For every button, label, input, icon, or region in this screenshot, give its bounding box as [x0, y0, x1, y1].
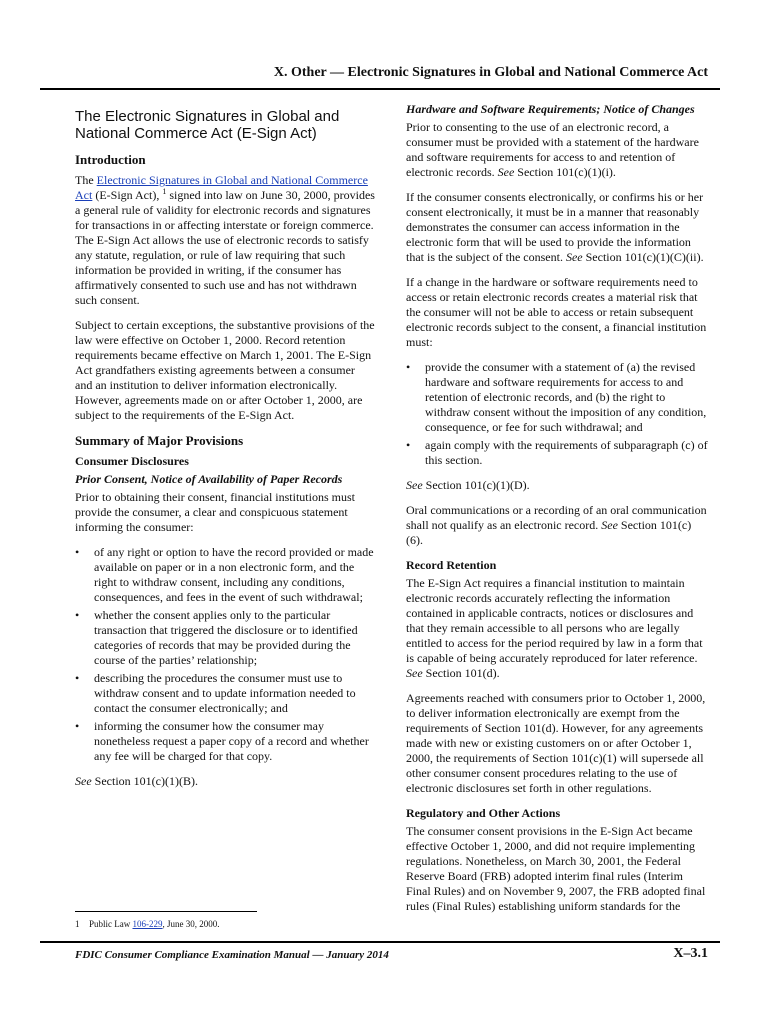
- section-ref: Section 101(c)(6).: [406, 518, 692, 547]
- list-item: • again comply with the requirements of subparagraph (c) of this section.: [406, 438, 708, 468]
- paragraph-text: If the consumer consents electronically, or confirms his or her consent electronically, it must be in a manner that reasonably demonstrates the consumer can access information in the electronic form that will be used to provide the information that is the subject of the consent.: [406, 190, 704, 264]
- oral-communications-paragraph: [406, 503, 708, 548]
- intro-text-post: signed into law on June 30, 2000, provides a general rule of validity for electronic records and signatures for transactions in or affecting interstate or foreign commerce. The E-Sign Act allows the use of electronic records to satisfy any statute, regulation, or rule of law requiring that such information be provided in writing, if the consumer has affirmatively consented to such use and has not withdrawn such consent.: [75, 188, 375, 307]
- agreements-paragraph: Agreements reached with consumers prior to October 1, 2000, to deliver information electronically are exempt from the requirements of Section 101(d). However, for any agreements made with new or existing customers on or after October 1, 2000, the requirements of Section 101(c)(1) will supersede all other consumer consent procedures relating to the use of electronic disclosures set forth in other regulations.: [406, 691, 706, 795]
- intro-paragraph: [75, 173, 375, 308]
- paragraph-text: The E-Sign Act requires a financial institution to maintain electronic records accurately reflecting the information contained in applicable contracts, notices or disclosures and that they remain accessible to all persons who are legally entitled to access for the period required by law in a form that is capable of being accurately reproduced for later reference.: [406, 576, 703, 665]
- section-ref: Section 101(c)(1)(C)(ii).: [582, 250, 704, 264]
- footer-manual-title: FDIC Consumer Compliance Examination Manual — January 2014: [75, 949, 389, 961]
- see-reference: [406, 478, 708, 493]
- introduction-heading: Introduction: [75, 152, 146, 167]
- section-ref: Section 101(d).: [422, 666, 500, 680]
- paragraph-text: Prior to consenting to the use of an electronic record, a consumer must be provided with a statement of the hardware and software requirements for access to and retention of electronic records.: [406, 120, 699, 179]
- see-word: See: [601, 518, 618, 532]
- see-word: See: [565, 250, 583, 264]
- article-title: The Electronic Signatures in Global and National Commerce Act (E-Sign Act): [75, 108, 340, 142]
- esign-act-link[interactable]: Electronic Signatures in Global and National Commerce Act: [75, 173, 368, 202]
- consumer-disclosures-heading: Consumer Disclosures: [75, 454, 189, 468]
- record-retention-heading: Record Retention: [406, 558, 497, 572]
- list-item: • describing the procedures the consumer must use to withdraw consent and to update information needed to contact the consumer electronically; and: [75, 671, 375, 716]
- page-header-title: X. Other — Electronic Signatures in Global and National Commerce Act: [273, 65, 708, 80]
- summary-heading: Summary of Major Provisions: [75, 433, 244, 448]
- record-retention-paragraph: [406, 576, 708, 681]
- section-ref: Section 101(c)(1)(i).: [514, 165, 616, 179]
- intro-text-mid: (E-Sign Act),: [92, 188, 163, 202]
- list-item: • whether the consent applies only to the particular transaction that triggered the disclosure or to identified categories of records that may be provided during the course of the parties’ relationship;: [75, 608, 375, 668]
- regulatory-heading: Regulatory and Other Actions: [406, 806, 561, 820]
- disclosure-list: [75, 545, 375, 764]
- regulatory-paragraph: The consumer consent provisions in the E-Sign Act became effective October 1, 2000, and did not require implementing regulations. Nonetheless, on March 30, 2001, the Federal Reserve Board (FRB) adopted interim final rules (Interim Final Rules) and on November 9, 2007, the FRB adopted final rules (Final Rules) establishing uniform standards for the: [406, 824, 706, 913]
- see-word: See: [406, 666, 423, 680]
- header-rule: [40, 88, 720, 90]
- list-item: • of any right or option to have the record provided or made available on paper or in a non electronic form, and the right to withdraw consent, including any conditions, consequences, and fees in the event of such withdrawal;: [75, 545, 375, 605]
- footnote-number: 1: [75, 919, 80, 929]
- see-word: See: [497, 165, 515, 179]
- footnote: [75, 919, 375, 930]
- footnote-text-pre: Public Law: [89, 919, 133, 929]
- prior-consent-heading: Prior Consent, Notice of Availability of Paper Records: [75, 472, 343, 486]
- prior-consent-paragraph: Prior to obtaining their consent, financial institutions must provide the consumer, a clear and conspicuous statement informing the consumer:: [75, 490, 355, 534]
- intro-text-pre: The: [75, 173, 97, 187]
- footnote-rule: [75, 911, 257, 912]
- section-ref: Section 101(c)(1)(B).: [91, 774, 198, 788]
- footnote-ref[interactable]: 1: [162, 187, 167, 196]
- footnote-text-post: , June 30, 2000.: [162, 919, 220, 929]
- see-word: See: [406, 478, 423, 492]
- list-item: • provide the consumer with a statement of (a) the revised hardware and software requirements for access to and retention of electronic records, and (b) the right to withdraw consent without the imposition of any condition, consequence, or fee for such withdrawal; and: [406, 360, 708, 435]
- left-column: [75, 102, 375, 799]
- footer-rule: [40, 941, 720, 943]
- paragraph-text: Oral communications or a recording of an oral communication shall not qualify as an electronic record.: [406, 503, 707, 532]
- hardware-software-heading: Hardware and Software Requirements; Notice of Changes: [406, 102, 695, 116]
- hardware-paragraph-2: [406, 190, 708, 265]
- section-ref: Section 101(c)(1)(D).: [422, 478, 530, 492]
- public-law-link[interactable]: 106-229: [132, 919, 163, 929]
- list-item: • informing the consumer how the consumer may nonetheless request a paper copy of a record and whether any fee will be charged for that copy.: [75, 719, 375, 764]
- change-requirements-list: [406, 360, 708, 468]
- see-word: See: [75, 774, 92, 788]
- hardware-paragraph-1: [406, 120, 708, 180]
- right-column: [406, 102, 708, 924]
- see-reference: [75, 774, 375, 789]
- effective-dates-paragraph: Subject to certain exceptions, the substantive provisions of the law were effective on October 1, 2000. Record retention requirements became effective on March 1, 2001. The E-Sign Act grandfathers existing agreements between a consumer and an institution to deliver information electronically. However, agreements made on or after October 1, 2000, are subject to the requirements of the E-Sign Act.: [75, 318, 375, 422]
- page-number: X–3.1: [673, 946, 708, 961]
- hardware-paragraph-3: If a change in the hardware or software requirements need to access or retain electronic records creates a material risk that the consumer will not be able to access or retain subsequent electronic records subject to the consent, a financial institution must:: [406, 275, 707, 349]
